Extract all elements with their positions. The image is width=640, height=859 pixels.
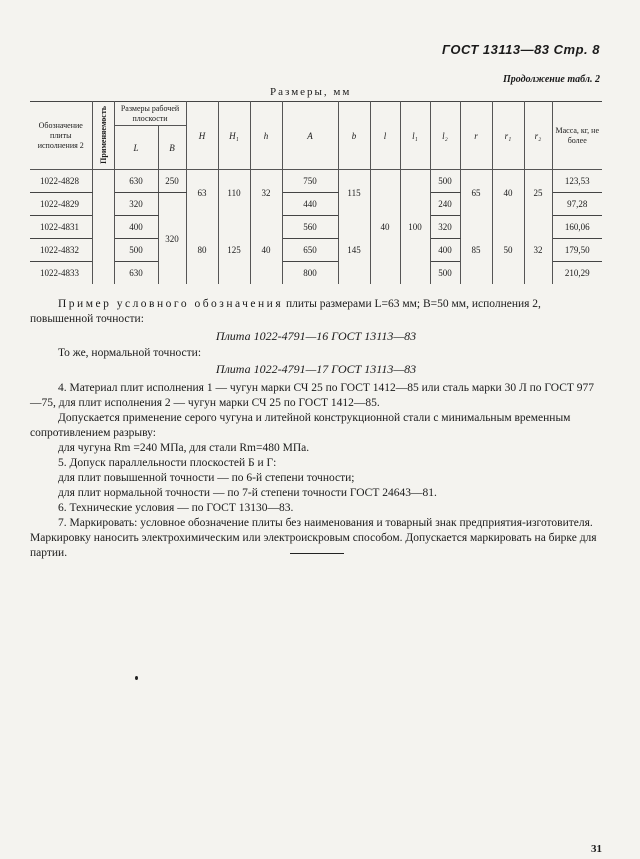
- cell-r1: 50: [492, 216, 524, 285]
- cell-designation: 1022-4832: [30, 239, 92, 262]
- cell-B: 320: [158, 193, 186, 285]
- cell-A: 650: [282, 239, 338, 262]
- cell-r: 65: [460, 170, 492, 216]
- table-row: [30, 170, 602, 193]
- page-number: 31: [591, 843, 602, 855]
- cell-designation: 1022-4833: [30, 262, 92, 285]
- requirements-list: [30, 381, 602, 561]
- header-r: r: [460, 102, 492, 170]
- cell-designation: 1022-4829: [30, 193, 92, 216]
- cell-designation: 1022-4828: [30, 170, 92, 193]
- cell-mass: 160,06: [552, 216, 602, 239]
- cell-l2: 500: [430, 262, 460, 285]
- cell-h: 32: [250, 170, 282, 216]
- item-4c: для чугуна Rm =240 МПа, для стали Rm=480 МПа.: [58, 442, 310, 454]
- cell-applicability: [92, 170, 114, 285]
- dimensions-table-wrap: [30, 101, 602, 284]
- cell-r: 85: [460, 216, 492, 285]
- cell-H1: 125: [218, 216, 250, 285]
- header-A: A: [282, 102, 338, 170]
- cell-L: 500: [114, 239, 158, 262]
- cell-L: 400: [114, 216, 158, 239]
- example-rest: плиты размерами L=63 мм; B=50 мм, исполнения 2, повышенной точности:: [30, 298, 541, 325]
- cell-L: 320: [114, 193, 158, 216]
- cell-b: 145: [338, 216, 370, 285]
- item-5: 5. Допуск параллельности плоскостей Б и Г:: [58, 457, 277, 469]
- table-continuation-label: Продолжение табл. 2: [502, 74, 600, 85]
- header-B: B: [158, 126, 186, 170]
- dimensions-title: Размеры, мм: [270, 86, 352, 98]
- header-applicability: Применяемость: [92, 102, 114, 170]
- cell-H: 80: [186, 216, 218, 285]
- cell-designation: 1022-4831: [30, 216, 92, 239]
- table-row: [30, 216, 602, 239]
- cell-H1: 110: [218, 170, 250, 216]
- cell-A: 800: [282, 262, 338, 285]
- item-4b: Допускается применение серого чугуна и литейной конструкционной стали с минимальным временным сопротивлением разрыву:: [30, 412, 571, 439]
- cell-l2: 240: [430, 193, 460, 216]
- header-designation: Обозначение плиты исполнения 2: [30, 102, 92, 170]
- header-l: l: [370, 102, 400, 170]
- dimensions-table: [30, 101, 602, 284]
- cell-mass: 97,28: [552, 193, 602, 216]
- cell-A: 750: [282, 170, 338, 193]
- cell-L: 630: [114, 170, 158, 193]
- cell-mass: 123,53: [552, 170, 602, 193]
- same-normal-text: То же, нормальной точности:: [58, 347, 202, 359]
- item-4: 4. Материал плит исполнения 1 — чугун марки СЧ 25 по ГОСТ 1412—85 или сталь марки 30 Л по ГОСТ 977—75, для плит исполнения 2 — чугун марки СЧ 25 по ГОСТ 1412—85.: [30, 382, 595, 409]
- header-mass: Масса, кг, не более: [552, 102, 602, 170]
- item-5b: для плит нормальной точности — по 7-й степени точности ГОСТ 24643—81.: [58, 487, 437, 499]
- formula-2: Плита 1022-4791—17 ГОСТ 13113—83: [215, 362, 417, 376]
- cell-B: 250: [158, 170, 186, 193]
- print-dot: [135, 676, 138, 680]
- header-r1: r₁: [492, 102, 524, 170]
- cell-mass: 179,50: [552, 239, 602, 262]
- example-lead: Пример условного обозначения: [58, 298, 284, 310]
- cell-mass: 210,29: [552, 262, 602, 285]
- cell-l2: 320: [430, 216, 460, 239]
- header-l1: l₁: [400, 102, 430, 170]
- header-work-surface: Размеры рабочей плоскости: [114, 102, 186, 126]
- cell-l1: 100: [400, 170, 430, 285]
- header-H: H: [186, 102, 218, 170]
- cell-l: 40: [370, 170, 400, 285]
- cell-r1: 40: [492, 170, 524, 216]
- header-H1: H₁: [218, 102, 250, 170]
- cell-L: 630: [114, 262, 158, 285]
- cell-l2: 500: [430, 170, 460, 193]
- example-paragraph: [30, 297, 602, 327]
- header-l2: l₂: [430, 102, 460, 170]
- cell-r2: 25: [524, 170, 552, 216]
- header-r2: r₂: [524, 102, 552, 170]
- header-L: L: [114, 126, 158, 170]
- cell-A: 560: [282, 216, 338, 239]
- cell-H: 63: [186, 170, 218, 216]
- cell-h: 40: [250, 216, 282, 285]
- cell-A: 440: [282, 193, 338, 216]
- item-5a: для плит повышенной точности — по 6-й степени точности;: [58, 472, 355, 484]
- header-h: h: [250, 102, 282, 170]
- cell-r2: 32: [524, 216, 552, 285]
- item-6: 6. Технические условия — по ГОСТ 13130—83.: [58, 502, 294, 514]
- item-7: 7. Маркировать: условное обозначение плиты без наименования и товарный знак предприятия-изготовителя. Маркировку наносить электрохимическим или электроискровым способом. Допускается маркировать на бирке для партии.: [30, 517, 597, 559]
- page-header: ГОСТ 13113—83 Стр. 8: [442, 42, 600, 57]
- header-b: b: [338, 102, 370, 170]
- formula-1: Плита 1022-4791—16 ГОСТ 13113—83: [215, 329, 417, 343]
- end-rule: [290, 553, 344, 554]
- cell-b: 115: [338, 170, 370, 216]
- cell-l2: 400: [430, 239, 460, 262]
